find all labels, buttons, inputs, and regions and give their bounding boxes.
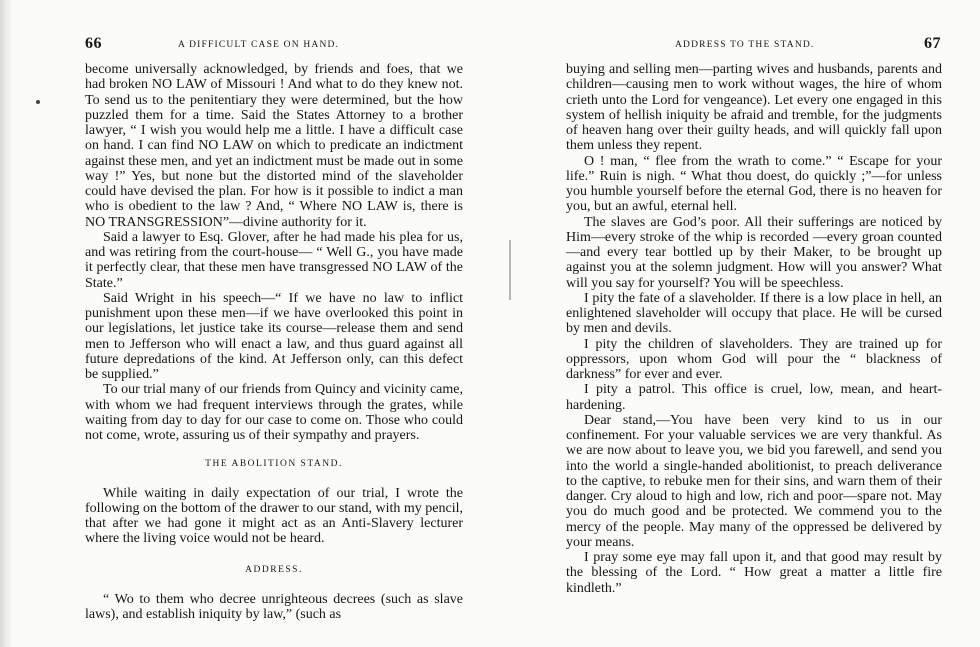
- paragraph: While waiting in daily expectation of our trial, I wrote the following on the bottom of the drawer to our stand, with my pencil, that after we had gone it might act as an Anti-Slavery lecturer where the living voice would not be heard.: [85, 485, 463, 547]
- paragraph: “ Wo to them who decree unrighteous decrees (such as slave laws), and establish iniquity by law,” (such as: [85, 591, 463, 622]
- paragraph: become universally acknowledged, by friends and foes, that we had broken NO LAW of Missouri ! And what to do they knew not. To send us to the penitentiary they were determined, but the how puzzled them for a time. Said the States Attorney to a brother lawyer, “ I wish you would help me a little. I have a difficult case on hand. I can find NO LAW on which to predicate an indictment against these men, and yet an indictment must be made out in some way !” Yes, but none but the distorted mind of the slaveholder could have devised the plan. For how is it possible to indict a man who is obedient to the law ? And, “ Where NO LAW is, there is NO TRANSGRESSION”—divine authority for it.: [85, 62, 463, 230]
- paragraph: I pity the fate of a slaveholder. If there is a low place in hell, an enlightened slaveholder will occupy that place. He will be cursed by men and devils.: [566, 290, 942, 337]
- paragraph: I pity the children of slaveholders. They are trained up for oppressors, upon whom God will pour the “ blackness of darkness” for ever and ever.: [566, 336, 942, 382]
- paragraph: I pity a patrol. This office is cruel, low, mean, and heart-hardening.: [566, 382, 942, 413]
- paragraph: Said Wright in his speech—“ If we have no law to inflict punishment upon these men—if we have overlooked this point in our legislations, let justice take its course—release them and send men to Jefferson who will enact a law, and thus guard against all future depredations of the kind. At Jefferson only, can this defect be supplied.”: [85, 290, 463, 382]
- paragraph: I pray some eye may fall upon it, and that good may result by the blessing of the Lord. “ How great a matter a little fire kindleth.”: [566, 550, 942, 596]
- section-heading: ADDRESS.: [245, 564, 303, 575]
- running-head: A DIFFICULT CASE ON HAND.: [178, 40, 340, 50]
- page-number: 67: [924, 35, 941, 52]
- paragraph: buying and selling men—parting wives and husbands, parents and children—causing men to work without wages, the hire of whom crieth unto the Lord for vengeance). Let every one engaged in this system of hellish iniquity be afraid and tremble, for the judgments of heaven hang over their guilty heads, and will quickly fall upon them unless they repent.: [566, 62, 942, 154]
- section-heading: THE ABOLITION STAND.: [205, 459, 343, 470]
- running-head: ADDRESS TO THE STAND.: [675, 40, 815, 50]
- page-number: 66: [85, 35, 102, 52]
- paragraph: The slaves are God’s poor. All their sufferings are noticed by Him—every stroke of the whip is recorded —every groan counted—and every tear bottled up by their Maker, to be brought up against you at the solemn judgment. How will you answer? What will you say for yourself? You will be speechless.: [566, 214, 942, 291]
- right-page: [490, 0, 980, 647]
- paragraph: To our trial many of our friends from Quincy and vicinity came, with whom we had frequent interviews through the grates, while waiting from day to day for our case to come on. Those who could not come, wrote, assuring us of their sympathy and prayers.: [85, 382, 463, 443]
- paragraph: O ! man, “ flee from the wrath to come.” “ Escape for your life.” Ruin is nigh. “ What thou doest, do quickly ;”—for unless you humble yourself before the eternal God, there is no heaven for you, but an awful, eternal hell.: [566, 153, 942, 215]
- paragraph: Said a lawyer to Esq. Glover, after he had made his plea for us, and was retiring from the court-house— “ Well G., you have made it perfectly clear, that these men have transgressed NO LAW of the State.”: [85, 229, 463, 291]
- text-column: [85, 62, 463, 622]
- paragraph: Dear stand,—You have been very kind to us in our confinement. For your valuable services we are very thankful. As we are now about to leave you, we bid you farewell, and send you into the world a single-handed abolitionist, to preach deliverance to the captive, to rebuke men for their sins, and warn them of their danger. Cry aloud to high and low, rich and poor—spare not. May you do much good and be protected. We commend you to the mercy of the people. May many of the oppressed be delivered by your means.: [566, 412, 942, 550]
- text-column: [566, 62, 942, 596]
